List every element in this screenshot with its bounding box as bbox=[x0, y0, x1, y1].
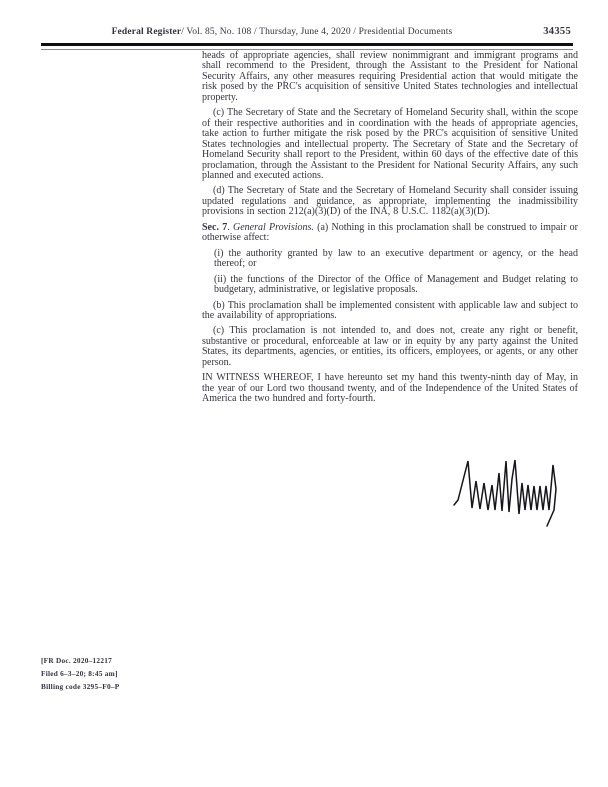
document-body bbox=[202, 51, 578, 405]
body-paragraph: (i) the authority granted by law to an executive department or agency, or the head thereof; or bbox=[214, 247, 578, 270]
body-paragraph: (c) The Secretary of State and the Secretary of Homeland Security shall, within the scope of their respective authorities and in coordination with the heads of appropriate agencies, take action to further mitigate the risk posed by the PRC's acquisition of sensitive United States technologies and intellectual property. The Secretary of State and the Secretary of Homeland Security shall report to the President, within 60 days of the effective date of this proclamation, through the Assistant to the President for National Security Affairs, any such planned and executed actions. bbox=[202, 107, 578, 181]
header-rule-top bbox=[41, 43, 573, 46]
presidential-signature bbox=[448, 457, 568, 529]
body-paragraph: (c) This proclamation is not intended to, and does not, create any right or benefit, substantive or procedural, enforceable at law or in equity by any party against the United States, its departments, agencies, or entities, its officers, employees, or agents, or any other person. bbox=[202, 325, 578, 368]
issue-info: / Vol. 85, No. 108 / Thursday, June 4, 2020 / Presidential Documents bbox=[181, 27, 453, 37]
body-paragraph: (d) The Secretary of State and the Secretary of Homeland Security shall consider issuing updated regulations and guidance, as appropriate, implementing the inadmissibility provisions in section 212(a)(3)(D) of the INA, 8 U.S.C. 1182(a)(3)(D). bbox=[202, 185, 578, 218]
body-paragraph: heads of appropriate agencies, shall review nonimmigrant and immigrant programs and shall recommend to the President, through the Assistant to the President for National Security Affairs, any other measures requiring Presidential action that would mitigate the risk posed by the PRC's acquisition of sensitive United States technologies and intellectual property. bbox=[202, 50, 578, 103]
filed-line: Filed 6–3–20; 8:45 am] bbox=[41, 669, 118, 678]
body-paragraph: IN WITNESS WHEREOF, I have hereunto set my hand this twenty-ninth day of May, in the year of our Lord two thousand twenty, and of the Independence of the United States of America the two hundred and forty-fourth. bbox=[202, 372, 578, 405]
billing-code: Billing code 3295–F0–P bbox=[41, 682, 120, 691]
journal-title: Federal Register bbox=[111, 27, 182, 37]
signature-glyph bbox=[448, 457, 568, 529]
fr-doc-number: [FR Doc. 2020–12217 bbox=[41, 656, 113, 665]
body-paragraph: Sec. 7. General Provisions. (a) Nothing in this proclamation shall be construed to impair or otherwise affect: bbox=[202, 221, 578, 244]
fr-doc-footer bbox=[41, 654, 119, 693]
header-citation bbox=[41, 27, 523, 37]
body-paragraph: (b) This proclamation shall be implemented consistent with applicable law and subject to the availability of appropriations. bbox=[202, 299, 578, 321]
page-header bbox=[41, 27, 573, 41]
body-paragraph: (ii) the functions of the Director of the Office of Management and Budget relating to budgetary, administrative, or legislative proposals. bbox=[214, 273, 578, 296]
page-number: 34355 bbox=[543, 26, 571, 37]
